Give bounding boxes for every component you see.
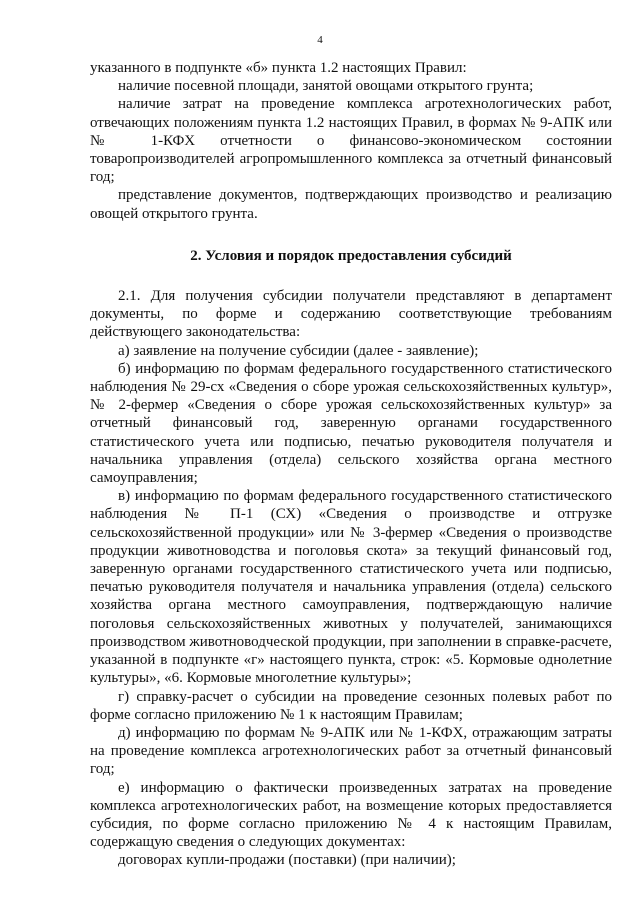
- paragraph: представление документов, подтверждающих производство и реализацию овощей открытого грунта.: [90, 187, 612, 222]
- paragraph: наличие посевной площади, занятой овощами открытого грунта;: [118, 78, 534, 95]
- section-heading: 2. Условия и порядок предоставления субсидий: [190, 247, 512, 264]
- paragraph: е) информацию о фактически произведенных затратах на проведение комплекса агротехнологических работ, на возмещение которых предоставляется субсидия, по форме согласно приложению № 4 к настоящим Правилам, содержащую сведения о следующих документах:: [90, 779, 612, 851]
- page-number: 4: [317, 34, 323, 46]
- paragraph: в) информацию по формам федерального государственного статистического наблюдения № П-1 (СХ) «Сведения о производстве и отгрузке сельскохозяйственной продукции» или № 3-фермер «Сведения о производстве продукции животноводства и поголовья скота» за текущий финансовый год, заверенную органами государственного статистического учета или подписью, печатью руководителя получателя и начальника управления (отдела) сельского хозяйства органа местного самоуправления, подтверждающую наличие поголовья сельскохозяйственных животных у получателей, занимающихся производством животноводческой продукции, при заполнении в справке-расчете, указанной в подпункте «г» настоящего пункта, строк: «5. Кормовые однолетние культуры», «6. Кормовые многолетние культуры»;: [90, 488, 612, 687]
- paragraph: д) информацию по формам № 9-АПК или № 1-КФХ, отражающим затраты на проведение комплекса агротехнологических работ за отчетный финансовый год;: [90, 724, 612, 778]
- paragraph: наличие затрат на проведение комплекса агротехнологических работ, отвечающих положениям пункта 1.2 настоящих Правил, в формах № 9-АПК или № 1-КФХ отчетности о финансово-экономическом состоянии товаропроизводителей агропромышленного комплекса за отчетный финансовый год;: [90, 96, 612, 186]
- paragraph: г) справку-расчет о субсидии на проведение сезонных полевых работ по форме согласно приложению № 1 к настоящим Правилам;: [90, 688, 612, 723]
- paragraph: а) заявление на получение субсидии (далее - заявление);: [118, 342, 479, 359]
- paragraph: договорах купли-продажи (поставки) (при наличии);: [118, 852, 456, 869]
- paragraph: б) информацию по формам федерального государственного статистического наблюдения № 29-сх «Сведения о сборе урожая сельскохозяйственных культур», № 2-фермер «Сведения о сборе урожая сельскохозяйственных культур» за отчетный финансовый год, заверенную органами государственного статистического учета или подписью, печатью руководителя получателя и начальника управления (отдела) сельского хозяйства органа местного самоуправления;: [90, 360, 612, 487]
- paragraph: указанного в подпункте «б» пункта 1.2 настоящих Правил:: [90, 60, 467, 76]
- paragraph: 2.1. Для получения субсидии получатели представляют в департамент документы, по форме и содержанию соответствующие требованиям действующего законодательства:: [90, 288, 612, 341]
- document-body: [90, 59, 612, 870]
